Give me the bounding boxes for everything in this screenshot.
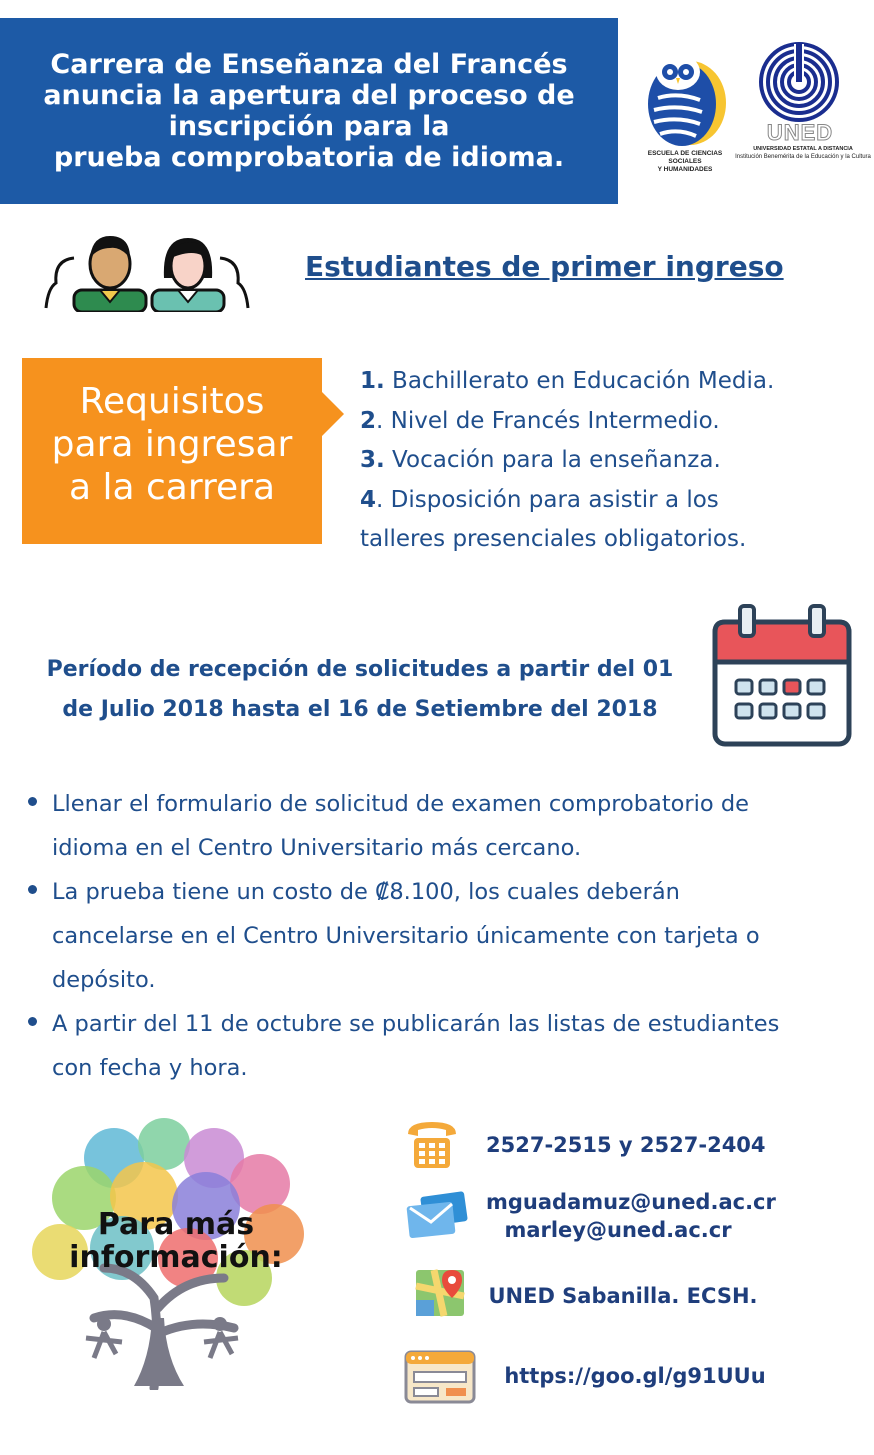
requirement-item: 4. Disposición para asistir a los [360,486,719,513]
header-banner [0,18,618,204]
requirements-heading: Requisitos para ingresar a la carrera [51,381,293,508]
header-line: Carrera de Enseñanza del Francés [50,49,568,80]
students-icon [44,228,250,312]
more-info-heading: Para más información: [69,1207,283,1275]
uned-motto: Institución Benemérita de la Educación y la Cultura [735,154,871,160]
header-line: anuncia la apertura del proceso de [43,80,575,111]
bullet-dot-icon [28,1017,37,1026]
email-address[interactable]: marley@uned.ac.cr [504,1218,732,1242]
uned-logo-icon [754,42,844,132]
calendar-icon [712,604,852,748]
section-subtitle: Estudiantes de primer ingreso [305,250,784,283]
info-bullet: La prueba tiene un costo de ₡8.100, los cuales deberán cancelarse en el Centro Universitario únicamente con tarjeta o depósito. [28,870,858,1002]
bullet-dot-icon [28,797,37,806]
school-caption: ESCUELA DE CIENCIAS SOCIALES Y HUMANIDADES [647,150,723,173]
logos [636,38,870,178]
requirement-item-continuation: talleres presenciales obligatorios. [360,526,747,552]
header-line: inscripción para la [168,111,450,142]
info-bullet: A partir del 11 de octubre se publicarán las listas de estudiantes con fecha y hora. [28,1002,858,1090]
info-bullet: Llenar el formulario de solicitud de examen comprobatorio de idioma en el Centro Universitario más cercano. [28,782,858,870]
header-line: prueba comprobatoria de idioma. [53,142,565,173]
map-pin-icon [414,1266,466,1318]
uned-wordmark: UNED [766,120,834,145]
phone-icon [406,1120,458,1170]
bullet-dot-icon [28,885,37,894]
requirement-item: 3. Vocación para la enseñanza. [360,447,721,473]
location-text: UNED Sabanilla. ECSH. [488,1284,758,1308]
phone-numbers: 2527-2515 y 2527-2404 [486,1133,766,1157]
application-period: Período de recepción de solicitudes a partir del 01 de Julio 2018 hasta el 16 de Setiembre del 2018 [46,657,674,722]
requirements-arrow [322,392,344,436]
email-address[interactable]: mguadamuz@uned.ac.cr [486,1190,776,1214]
requirements-list [360,362,860,560]
requirement-item: 1. Bachillerato en Educación Media. [360,368,775,394]
browser-window-icon [404,1350,476,1404]
email-addresses [486,1188,776,1244]
owl-logo-icon [640,48,730,148]
requirement-item: 2. Nivel de Francés Intermedio. [360,407,720,434]
website-link[interactable]: https://goo.gl/g91UUu [504,1364,766,1388]
email-icon [406,1190,468,1240]
uned-subtitle: UNIVERSIDAD ESTATAL A DISTANCIA [753,146,853,152]
info-bullets [28,782,858,1090]
